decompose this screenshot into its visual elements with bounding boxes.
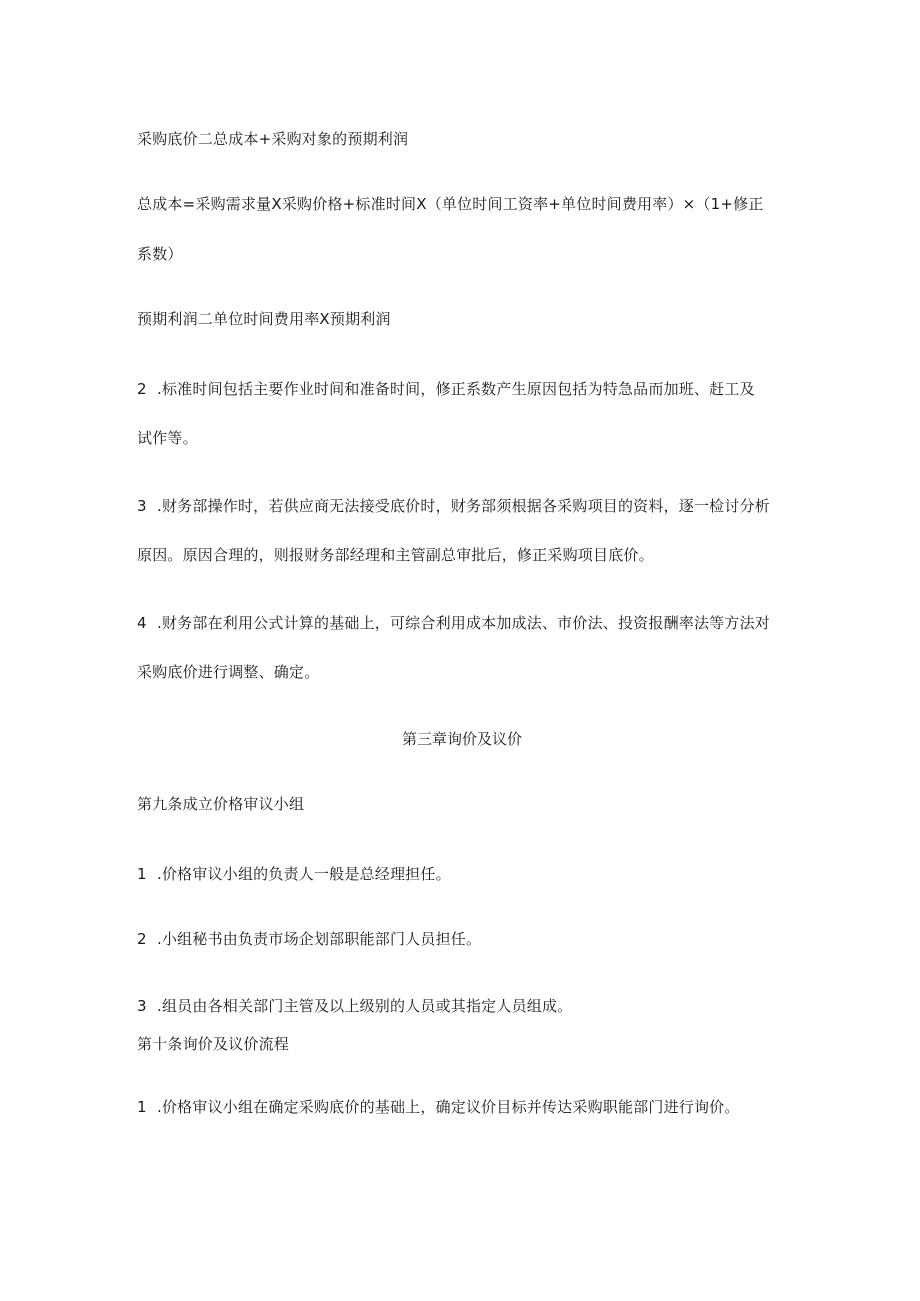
list-item-number: 3: [137, 997, 147, 1015]
formula-expected-profit: 预期利润二单位时间费用率X预期利润: [137, 310, 391, 328]
list-item-text: .组员由各相关部门主管及以上级别的人员或其指定人员组成。: [157, 997, 573, 1015]
item2-text: .标准时间包括主要作业时间和准备时间，修正系数产生原因包括为特急品而加班、赶工及: [157, 380, 755, 398]
item2-line1: [137, 379, 755, 399]
list-item: [137, 929, 481, 949]
list-item-text: .小组秘书由负责市场企划部职能部门人员担任。: [157, 930, 482, 948]
list-item-number: 1: [137, 1098, 147, 1116]
item3-line1: [137, 496, 770, 516]
list-item-text: .价格审议小组在确定采购底价的基础上，确定议价目标并传达采购职能部门进行询价。: [157, 1098, 740, 1116]
formula-total-cost-line1: 总成本=采购需求量X采购价格+标准时间X（单位时间工资率+单位时间费用率）×（1+修正: [137, 195, 764, 213]
list-item-number: 1: [137, 865, 147, 883]
item4-line1: [137, 613, 770, 633]
article10-title: 第十条询价及议价流程: [137, 1035, 290, 1053]
chapter-title: 第三章询价及议价: [401, 730, 522, 748]
formula-total-cost-line2: 系数）: [137, 245, 183, 263]
list-item-number: 2: [137, 930, 147, 948]
item3-line2: 原因。原因合理的，则报财务部经理和主管副总审批后，修正采购项目底价。: [137, 546, 654, 564]
item4-line2: 采购底价进行调整、确定。: [137, 663, 320, 681]
article9-title: 第九条成立价格审议小组: [137, 795, 305, 813]
item3-text: .财务部操作时，若供应商无法接受底价时，财务部须根据各采购项目的资料，逐一检讨分析: [157, 497, 770, 515]
item4-text: .财务部在利用公式计算的基础上，可综合利用成本加成法、市价法、投资报酬率法等方法对: [157, 614, 770, 632]
list-item: [137, 864, 451, 884]
list-item: [137, 996, 572, 1016]
item4-number: 4: [137, 614, 147, 632]
item2-line2: 试作等。: [137, 429, 198, 447]
list-item-text: .价格审议小组的负责人一般是总经理担任。: [157, 865, 451, 883]
item3-number: 3: [137, 497, 147, 515]
list-item: [137, 1097, 740, 1117]
item2-number: 2: [137, 380, 147, 398]
formula-base-price: 采购底价二总成本+采购对象的预期利润: [137, 130, 409, 148]
